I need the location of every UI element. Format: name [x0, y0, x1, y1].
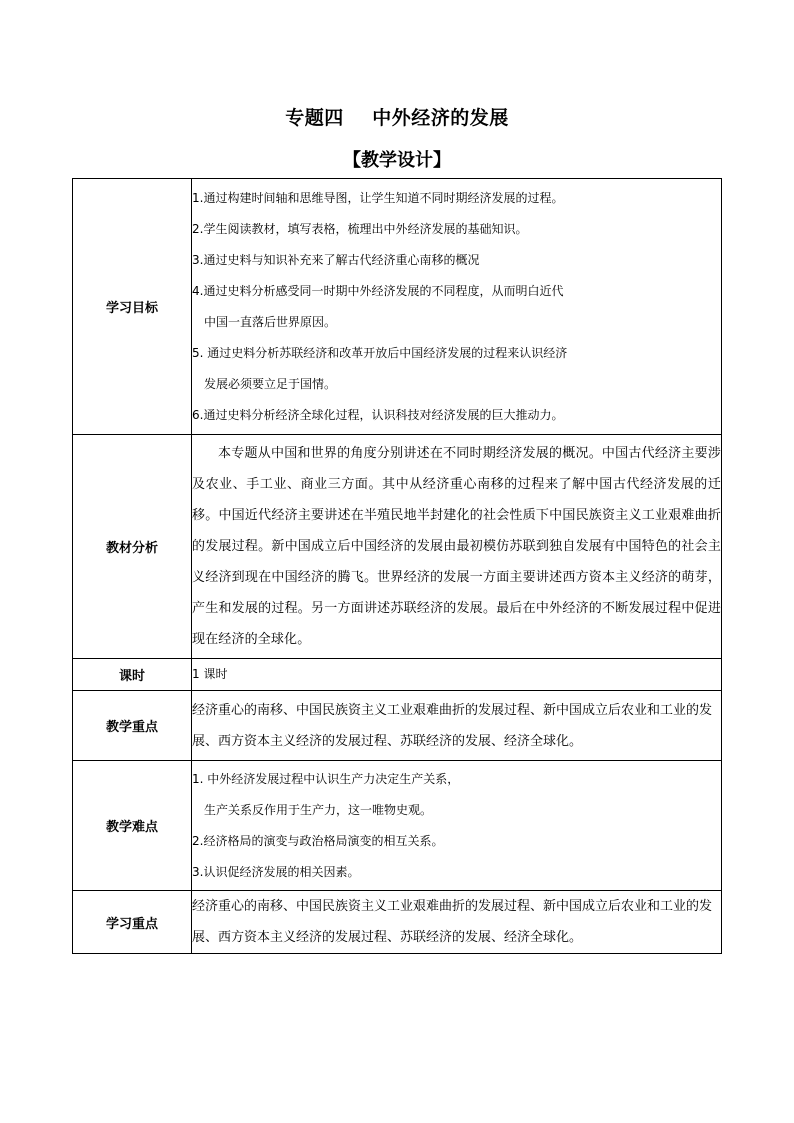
hours-content — [192, 659, 722, 691]
objective-line: 1.通过构建时间轴和思维导图，让学生知道不同时期经济发展的过程。 — [192, 190, 564, 205]
objectives-content — [192, 179, 722, 435]
objective-line: 3.通过史料与知识补充来了解古代经济重心南移的概况 — [192, 252, 480, 267]
analysis-content — [192, 435, 722, 659]
hours-value: 1 课时 — [192, 667, 228, 681]
table-row-analysis — [73, 435, 722, 659]
difficulty-line: 1. 中外经济发展过程中认识生产力决定生产关系， — [192, 771, 460, 786]
objective-line: 发展必须要立足于国情。 — [204, 376, 337, 391]
table-row-objectives — [73, 179, 722, 435]
key-points-text: 经济重心的南移、中国民族资主义工业艰难曲折的发展过程、新中国成立后农业和工业的发展、西方资本主义经济的发展过程、苏联经济的发展、经济全球化。 — [192, 702, 713, 749]
page-title: 专题四 中外经济的发展 — [285, 107, 509, 129]
objective-line: 6.通过史料分析经济全球化过程，认识科技对经济发展的巨大推动力。 — [192, 407, 564, 422]
objective-line: 2.学生阅读教材，填写表格，梳理出中外经济发展的基础知识。 — [192, 221, 528, 236]
study-focus-label: 学习重点 — [73, 891, 192, 954]
difficulties-label: 教学难点 — [73, 761, 192, 891]
key-points-content — [192, 691, 722, 761]
difficulty-line: 3.认识促经济发展的相关因素。 — [192, 864, 360, 879]
analysis-label: 教材分析 — [73, 435, 192, 659]
difficulty-line: 生产关系反作用于生产力，这一唯物史观。 — [204, 802, 433, 817]
difficulty-line: 2.经济格局的演变与政治格局演变的相互关系。 — [192, 833, 444, 848]
objective-line: 5. 通过史料分析苏联经济和改革开放后中国经济发展的过程来认识经济 — [192, 345, 568, 360]
objectives-label: 学习目标 — [73, 179, 192, 435]
table-row-hours — [73, 659, 722, 691]
table-row-study-focus — [73, 891, 722, 954]
key-points-label: 教学重点 — [73, 691, 192, 761]
study-focus-content — [192, 891, 722, 954]
objective-line: 4.通过史料分析感受同一时期中外经济发展的不同程度，从而明白近代 — [192, 283, 564, 298]
page-subtitle: 【教学设计】 — [343, 150, 451, 171]
difficulties-content — [192, 761, 722, 891]
teaching-plan-table — [72, 178, 722, 954]
objective-line: 中国一直落后世界原因。 — [204, 314, 337, 329]
table-row-key-points — [73, 691, 722, 761]
table-row-difficulties — [73, 761, 722, 891]
analysis-text: 本专题从中国和世界的角度分别讲述在不同时期经济发展的概况。中国古代经济主要涉及农业、手工业、商业三方面。其中从经济重心南移的过程来了解中国古代经济发展的迁移。中国近代经济主要讲述在半殖民地半封建化的社会性质下中国民族资主义工业艰难曲折的发展过程。新中国成立后中国经济的发展由最初模仿苏联到独自发展有中国特色的社会主义经济到现在中国经济的腾飞。世界经济的发展一方面主要讲述西方资本主义经济的萌芽，产生和发展的过程。另一方面讲述苏联经济的发展。最后在中外经济的不断发展过程中促进现在经济的全球化。 — [192, 446, 721, 647]
hours-label: 课时 — [73, 659, 192, 691]
study-focus-text: 经济重心的南移、中国民族资主义工业艰难曲折的发展过程、新中国成立后农业和工业的发展、西方资本主义经济的发展过程、苏联经济的发展、经济全球化。 — [192, 899, 713, 945]
